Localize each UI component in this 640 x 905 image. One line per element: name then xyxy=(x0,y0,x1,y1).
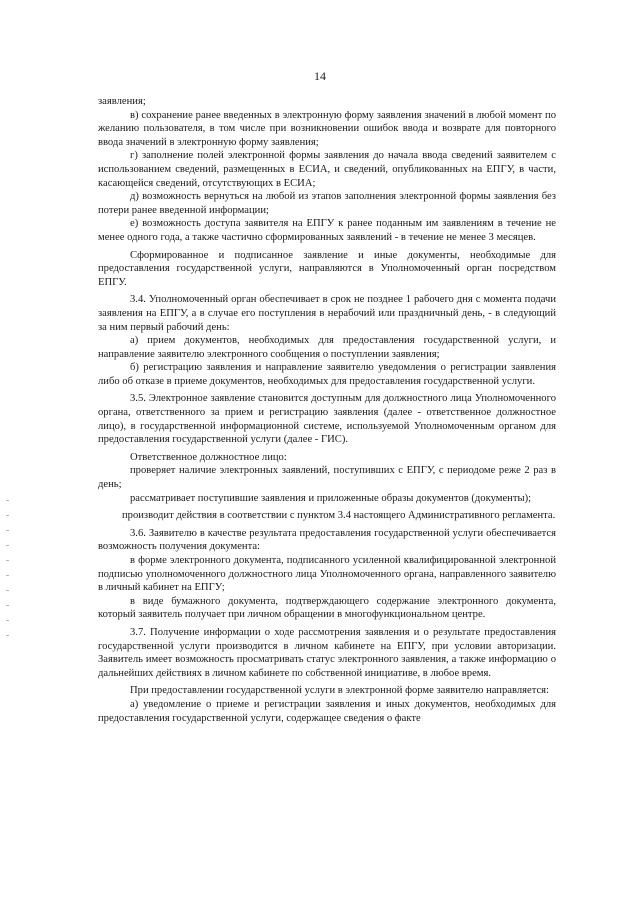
paragraph: Ответственное должностное лицо: xyxy=(130,451,287,463)
document-body xyxy=(98,95,556,725)
scan-mark xyxy=(6,545,9,546)
scan-mark xyxy=(6,560,9,561)
scan-mark xyxy=(6,515,9,516)
paragraph: в виде бумажного документа, подтверждающего содержание электронного документа, который заявитель получает при личном обращении в многофункциональном центре. xyxy=(98,595,556,621)
paragraph: При предоставлении государственной услуги в электронной форме заявителю направляется: xyxy=(130,685,549,697)
page-number: 14 xyxy=(314,69,326,83)
paragraph: в форме электронного документа, подписанного усиленной квалифицированной электронной подписью уполномоченного должностного лица Уполномоченного органа, направленного заявителю в личный кабинет на ЕПГУ; xyxy=(98,555,556,594)
scan-mark xyxy=(6,530,9,531)
paragraph: заявления; xyxy=(98,96,146,107)
scan-mark xyxy=(6,500,9,501)
paragraph: в) сохранение ранее введенных в электронную форму заявления значений в любой момент по желанию пользователя, в том числе при возникновении ошибок ввода и возврате для повторного ввода значений в электронную форму заявления; xyxy=(98,109,556,148)
paragraph: г) заполнение полей электронной формы заявления до начала ввода сведений заявителем с использованием сведений, размещенных в ЕСИА, и сведений, опубликованных на ЕПГУ, в части, касающейся сведений, отсутствующих в ЕСИА; xyxy=(98,150,556,189)
scan-mark xyxy=(6,605,9,606)
paragraph: проверяет наличие электронных заявлений, поступивших с ЕПГУ, с периодоме реже 2 раз в день; xyxy=(98,465,556,491)
scan-mark xyxy=(6,620,9,621)
paragraph: Сформированное и подписанное заявление и иные документы, необходимые для предоставления государственной услуги, направляются в Уполномоченный орган посредством ЕПГУ. xyxy=(98,249,556,288)
paragraph: б) регистрацию заявления и направление заявителю уведомления о регистрации заявления либо об отказе в приеме документов, необходимых для предоставления государственной услуги. xyxy=(98,362,556,387)
paragraph: 3.4. Уполномоченный орган обеспечивает в срок не позднее 1 рабочего дня с момента подачи заявления на ЕПГУ, а в случае его поступления в нерабочий или праздничный день, - в следующий за ним первый рабочий день: xyxy=(98,294,556,333)
scan-mark xyxy=(6,575,9,576)
paragraph: а) уведомление о приеме и регистрации заявления и иных документов, необходимых для предоставления государственной услуги, содержащее сведения о факте xyxy=(98,698,556,724)
paragraph: 3.6. Заявителю в качестве результата предоставления государственной услуги обеспечивается возможность получения документа: xyxy=(98,527,556,553)
paragraph: 3.5. Электронное заявление становится доступным для должностного лица Уполномоченного органа, ответственного за прием и регистрацию заявления (далее - ответственное должностное лицо), в государственной информационной системе, используемой Уполномоченным органом для предоставления государственной услуги (далее - ГИС). xyxy=(98,393,556,446)
scan-margin-marks xyxy=(6,500,10,650)
paragraph: д) возможность вернуться на любой из этапов заполнения электронной формы заявления без потери ранее введенной информации; xyxy=(98,191,556,216)
paragraph: производит действия в соответствии с пунктом 3.4 настоящего Административного регламента. xyxy=(122,510,556,522)
scan-mark xyxy=(6,635,9,636)
scan-mark xyxy=(6,590,9,591)
paragraph: е) возможность доступа заявителя на ЕПГУ к ранее поданным им заявлениям в течение не менее одного года, а также частично сформированных заявлений - в течение не менее 3 месяцев. xyxy=(98,218,556,243)
paragraph: 3.7. Получение информации о ходе рассмотрения заявления и о результате предоставления государственной услуги производится в личном кабинете на ЕПГУ, при условии авторизации. Заявитель имеет возможность просматривать статус электронного заявления, а также информацию о дальнейших действиях в личном кабинете по собственной инициативе, в любое время. xyxy=(98,626,556,679)
paragraph: рассматривает поступившие заявления и приложенные образы документов (документы); xyxy=(130,492,532,504)
paragraph: а) прием документов, необходимых для предоставления государственной услуги, и направление заявителю электронного сообщения о поступлении заявления; xyxy=(98,335,556,360)
